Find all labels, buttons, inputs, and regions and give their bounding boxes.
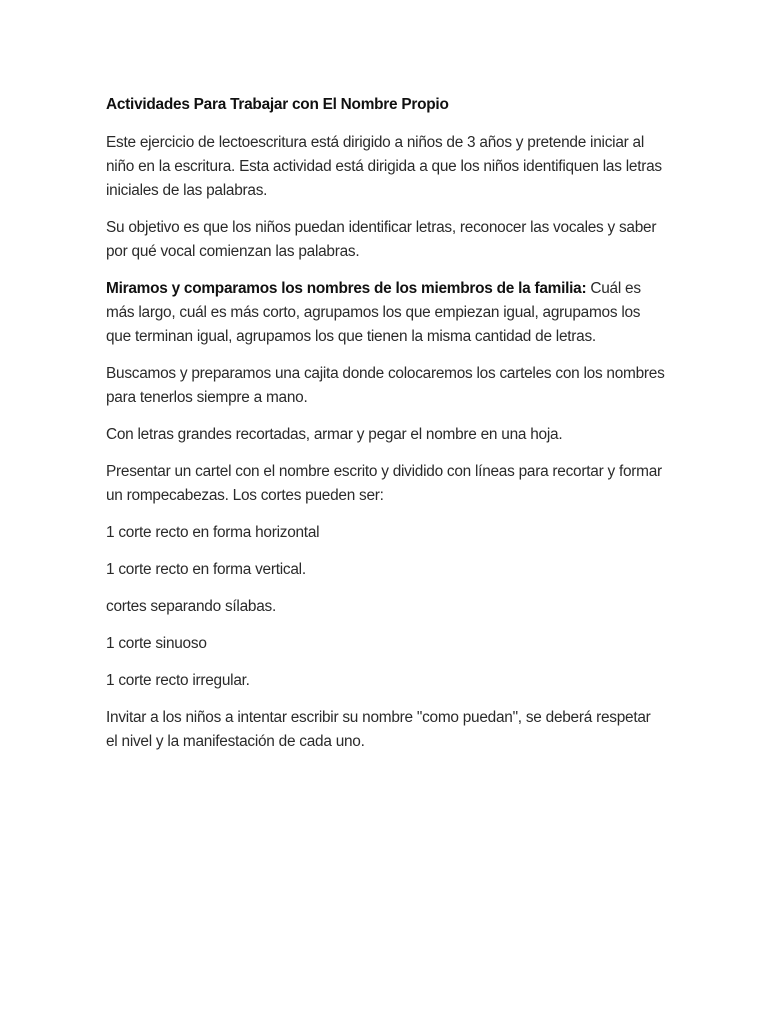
invite-paragraph: Invitar a los niños a intentar escribir su nombre "como puedan", se deberá respetar el nivel y la manifestación de cada uno. <box>106 709 651 750</box>
objective-paragraph: Su objetivo es que los niños puedan identificar letras, reconocer las vocales y saber por qué vocal comienzan las palabras. <box>106 219 657 260</box>
cut-horizontal: 1 corte recto en forma horizontal <box>106 524 320 541</box>
intro-paragraph: Este ejercicio de lectoescritura está dirigido a niños de 3 años y pretende iniciar al niño en la escritura. Esta actividad está dirigida a que los niños identifiquen las letras iniciales de las palabras. <box>106 134 662 199</box>
family-text: Cuál es más largo, cuál es más corto, agrupamos los que empiezan igual, agrupamos los que terminan igual, agrupamos los que tienen la misma cantidad de letras. <box>106 280 641 345</box>
family-lead: Miramos y comparamos los nombres de los miembros de la familia: <box>106 280 587 297</box>
cut-syllables: cortes separando sílabas. <box>106 598 276 615</box>
cut-irregular: 1 corte recto irregular. <box>106 672 250 689</box>
cut-sinuous: 1 corte sinuoso <box>106 635 207 652</box>
document-body <box>106 93 666 767</box>
letters-paragraph: Con letras grandes recortadas, armar y pegar el nombre en una hoja. <box>106 426 563 443</box>
cut-vertical: 1 corte recto en forma vertical. <box>106 561 306 578</box>
puzzle-paragraph: Presentar un cartel con el nombre escrito y dividido con líneas para recortar y formar un rompecabezas. Los cortes pueden ser: <box>106 463 662 504</box>
document-title: Actividades Para Trabajar con El Nombre Propio <box>106 96 449 113</box>
box-paragraph: Buscamos y preparamos una cajita donde colocaremos los carteles con los nombres para tenerlos siempre a mano. <box>106 365 665 406</box>
family-paragraph <box>106 277 666 349</box>
